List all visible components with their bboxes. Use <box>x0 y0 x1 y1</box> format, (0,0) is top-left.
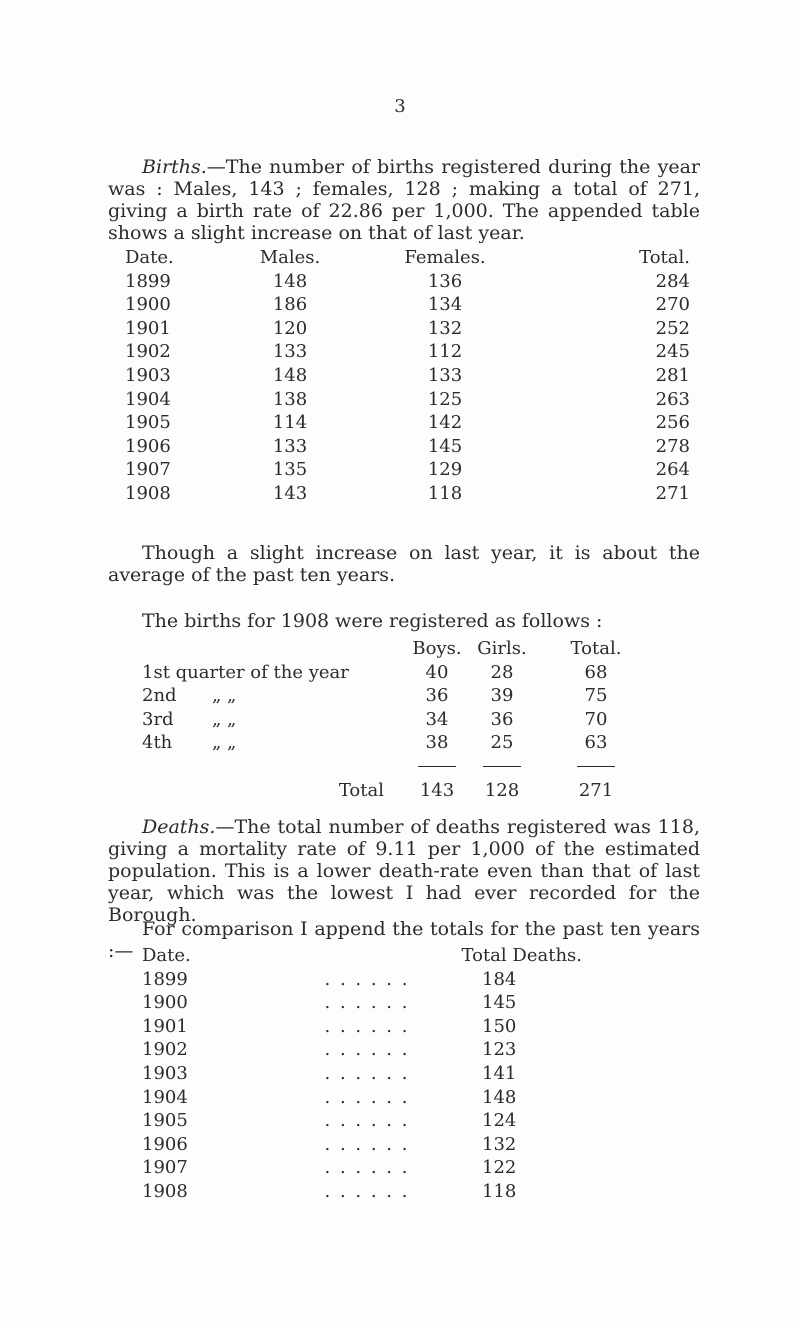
row-date: 1907 <box>142 1157 188 1179</box>
dot-leader: . . . . . . <box>324 992 410 1014</box>
row-males: 138 <box>272 388 308 410</box>
quarter-total: 63 <box>584 732 608 754</box>
row-total: 278 <box>655 435 690 457</box>
quarters-header <box>142 637 650 661</box>
table-row <box>142 1015 582 1039</box>
row-total: 256 <box>655 412 690 434</box>
quarters-total-label: Total <box>338 779 384 801</box>
quarter-row <box>142 731 650 755</box>
quarter-label: 2nd „ „ <box>142 685 237 707</box>
births-table <box>125 246 690 506</box>
table-row <box>142 991 582 1015</box>
table-row <box>125 388 690 412</box>
quarters-total-total: 271 <box>578 779 614 801</box>
table-row <box>142 1133 582 1157</box>
row-date: 1908 <box>125 482 171 504</box>
quarter-label: 1st quarter of the year <box>142 661 349 683</box>
dot-leader: . . . . . . <box>324 1133 410 1155</box>
quarter-boys: 40 <box>425 661 449 683</box>
quarter-total: 68 <box>584 661 608 683</box>
table-row <box>142 1180 582 1204</box>
page-number: 3 <box>394 96 406 117</box>
row-males: 148 <box>272 364 308 386</box>
quarter-row <box>142 708 650 732</box>
quarter-total: 75 <box>584 685 608 707</box>
quarters-header-girls: Girls. <box>477 638 527 659</box>
row-males: 148 <box>272 270 308 292</box>
row-females: 134 <box>427 294 463 316</box>
ditto-marks: „ „ <box>212 685 237 707</box>
row-date: 1904 <box>125 388 171 410</box>
deaths-lead: Deaths. <box>142 816 216 838</box>
table-row <box>125 482 690 506</box>
quarter-row <box>142 661 650 685</box>
ditto-marks: „ „ <box>212 708 237 730</box>
row-date: 1903 <box>142 1062 188 1084</box>
quarter-boys: 38 <box>425 732 449 754</box>
row-date: 1906 <box>142 1133 188 1155</box>
table-row <box>125 317 690 341</box>
quarter-girls: 36 <box>490 708 514 730</box>
row-date: 1908 <box>142 1180 188 1202</box>
deaths-table-header <box>142 944 582 968</box>
table-row <box>142 1109 582 1133</box>
dot-leader: . . . . . . <box>324 1015 410 1037</box>
table-row <box>125 435 690 459</box>
deaths-text: —The total number of deaths registered was 118, giving a mortality rate of 9.11 per 1,000 of the estimated population. This is a lower death-rate even than that of last year, which was the lowest I had ever recorded for the Borough. <box>108 816 700 926</box>
row-date: 1905 <box>125 412 171 434</box>
row-deaths: 145 <box>482 992 517 1014</box>
table-row <box>142 1156 582 1180</box>
table-row <box>125 293 690 317</box>
table-row <box>125 340 690 364</box>
row-males: 143 <box>272 482 308 504</box>
row-date: 1899 <box>142 968 188 990</box>
row-males: 133 <box>272 435 308 457</box>
row-date: 1904 <box>142 1086 188 1108</box>
row-deaths: 141 <box>482 1062 517 1084</box>
births-header-females: Females. <box>404 247 486 268</box>
ditto-marks: „ „ <box>212 732 237 754</box>
births-note: Though a slight increase on last year, it is about the average of the past ten years. <box>108 542 700 586</box>
births-table-header <box>125 246 690 270</box>
sum-rule <box>418 766 456 767</box>
row-deaths: 118 <box>482 1180 517 1202</box>
dot-leader: . . . . . . <box>324 1110 410 1132</box>
row-males: 120 <box>272 317 308 339</box>
row-females: 136 <box>427 270 463 292</box>
row-total: 264 <box>655 459 690 481</box>
row-deaths: 122 <box>482 1157 517 1179</box>
quarters-total-row <box>142 779 650 803</box>
quarter-girls: 39 <box>490 685 514 707</box>
row-date: 1903 <box>125 364 171 386</box>
quarters-header-boys: Boys. <box>412 638 462 659</box>
row-males: 135 <box>272 459 308 481</box>
deaths-header-total: Total Deaths. <box>461 945 582 966</box>
row-date: 1901 <box>125 317 171 339</box>
deaths-header-date: Date. <box>142 945 191 966</box>
row-total: 284 <box>655 270 690 292</box>
table-row <box>142 968 582 992</box>
row-females: 118 <box>427 482 463 504</box>
row-date: 1900 <box>125 294 171 316</box>
table-row <box>125 364 690 388</box>
row-females: 125 <box>427 388 463 410</box>
quarters-total-girls: 128 <box>484 779 520 801</box>
quarter-girls: 25 <box>490 732 514 754</box>
quarter-girls: 28 <box>490 661 514 683</box>
quarter-label: 4th „ „ <box>142 732 237 754</box>
quarter-boys: 36 <box>425 685 449 707</box>
row-males: 133 <box>272 341 308 363</box>
quarters-intro: The births for 1908 were registered as follows : <box>142 610 603 632</box>
table-row <box>142 1086 582 1110</box>
dot-leader: . . . . . . <box>324 968 410 990</box>
quarters-rule-row <box>142 755 650 779</box>
table-row <box>125 270 690 294</box>
row-deaths: 124 <box>482 1110 517 1132</box>
row-females: 129 <box>427 459 463 481</box>
births-text: —The number of births registered during the year was : Males, 143 ; females, 128 ; making a total of 271, giving a birth rate of 22.86 per 1,000. The appended table shows a slight increase on that of last year. <box>108 156 700 244</box>
row-males: 114 <box>272 412 308 434</box>
row-total: 252 <box>655 317 690 339</box>
deaths-table <box>142 944 582 1204</box>
row-date: 1902 <box>142 1039 188 1061</box>
row-date: 1906 <box>125 435 171 457</box>
sum-rule <box>577 766 615 767</box>
row-total: 281 <box>655 364 690 386</box>
quarters-header-total: Total. <box>570 638 622 659</box>
row-total: 271 <box>655 482 690 504</box>
row-deaths: 123 <box>482 1039 517 1061</box>
dot-leader: . . . . . . <box>324 1157 410 1179</box>
row-males: 186 <box>272 294 308 316</box>
quarter-row <box>142 684 650 708</box>
table-row <box>125 411 690 435</box>
deaths-paragraph <box>108 816 700 926</box>
row-date: 1900 <box>142 992 188 1014</box>
row-deaths: 148 <box>482 1086 517 1108</box>
quarter-total: 70 <box>584 708 608 730</box>
quarter-label: 3rd „ „ <box>142 708 237 730</box>
row-total: 270 <box>655 294 690 316</box>
row-females: 132 <box>427 317 463 339</box>
dot-leader: . . . . . . <box>324 1086 410 1108</box>
row-total: 263 <box>655 388 690 410</box>
dot-leader: . . . . . . <box>324 1062 410 1084</box>
births-paragraph <box>108 156 700 244</box>
births-lead: Births. <box>142 156 207 178</box>
row-deaths: 184 <box>482 968 517 990</box>
row-females: 133 <box>427 364 463 386</box>
row-date: 1899 <box>125 270 171 292</box>
row-females: 145 <box>427 435 463 457</box>
row-date: 1901 <box>142 1015 188 1037</box>
row-deaths: 132 <box>482 1133 517 1155</box>
table-row <box>142 1062 582 1086</box>
quarters-table <box>142 637 650 802</box>
quarter-boys: 34 <box>425 708 449 730</box>
row-date: 1907 <box>125 459 171 481</box>
dot-leader: . . . . . . <box>324 1180 410 1202</box>
births-header-total: Total. <box>639 247 690 268</box>
table-row <box>125 458 690 482</box>
table-row <box>142 1038 582 1062</box>
row-date: 1902 <box>125 341 171 363</box>
row-total: 245 <box>655 341 690 363</box>
row-females: 142 <box>427 412 463 434</box>
quarters-total-boys: 143 <box>419 779 455 801</box>
dot-leader: . . . . . . <box>324 1039 410 1061</box>
births-header-males: Males. <box>259 247 321 268</box>
row-females: 112 <box>427 341 463 363</box>
sum-rule <box>483 766 521 767</box>
comparison-intro: For comparison I append the totals for the past ten years :— <box>108 918 700 962</box>
births-header-date: Date. <box>125 247 174 268</box>
row-date: 1905 <box>142 1110 188 1132</box>
row-deaths: 150 <box>482 1015 517 1037</box>
